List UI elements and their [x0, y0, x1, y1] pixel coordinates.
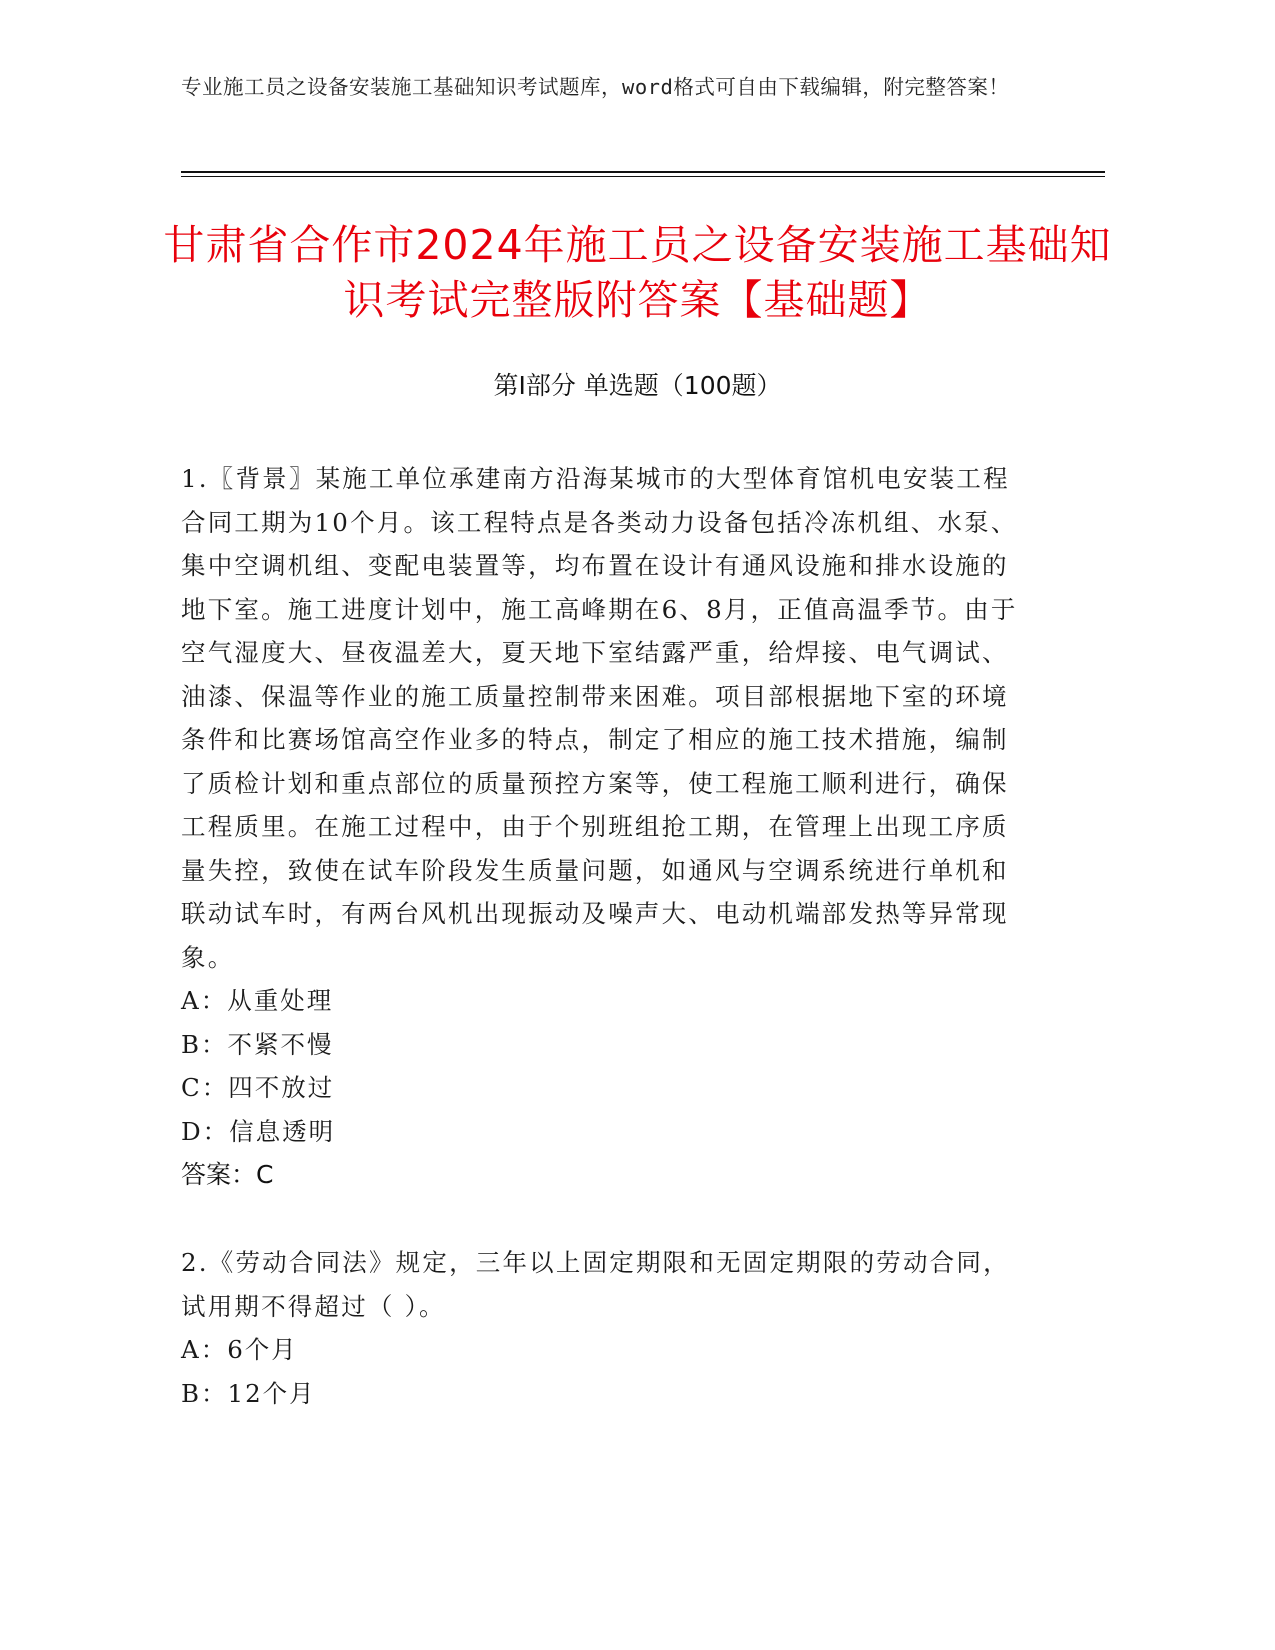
document-title: 甘肃省合作市2024年施工员之设备安装施工基础知识考试完整版附答案【基础题】 [163, 221, 1112, 324]
header-divider-thin [181, 176, 1105, 177]
question-stem: 2.《劳动合同法》规定，三年以上固定期限和无固定期限的劳动合同，试用期不得超过（ ）。 [181, 1248, 1010, 1321]
question-2 [181, 1241, 1031, 1415]
option-a: A：从重处理 [181, 986, 334, 1015]
question-stem: 1.〖背景〗某施工单位承建南方沿海某城市的大型体育馆机电安装工程合同工期为10个月。该工程特点是各类动力设备包括冷冻机组、水泵、集中空调机组、变配电装置等，均布置在设计有通风设施和排水设施的地下室。施工进度计划中，施工高峰期在6、8月，正值高温季节。由于空气湿度大、昼夜温差大，夏天地下室结露严重，给焊接、电气调试、油漆、保温等作业的施工质量控制带来困难。项目部根据地下室的环境条件和比赛场馆高空作业多的特点，制定了相应的施工技术措施，编制了质检计划和重点部位的质量预控方案等，使工程施工顺利进行，确保工程质里。在施工过程中，由于个别班组抢工期，在管理上出现工序质量失控，致使在试车阶段发生质量问题，如通风与空调系统进行单机和联动试车时，有两台风机出现振动及噪声大、电动机端部发热等异常现象。 [181, 464, 1018, 972]
header-note: 专业施工员之设备安装施工基础知识考试题库，word格式可自由下载编辑，附完整答案！ [181, 75, 1010, 99]
header-divider-thick [181, 171, 1105, 173]
option-d: D：信息透明 [181, 1116, 336, 1146]
option-a: A：6个月 [181, 1335, 298, 1364]
option-b: B：12个月 [181, 1378, 316, 1408]
question-1 [181, 457, 1031, 1197]
option-c: C：四不放过 [181, 1073, 335, 1102]
option-b: B：不紧不慢 [181, 1029, 334, 1059]
section-heading: 第Ⅰ部分 单选题（100题） [493, 371, 782, 400]
answer: 答案：C [181, 1160, 274, 1189]
